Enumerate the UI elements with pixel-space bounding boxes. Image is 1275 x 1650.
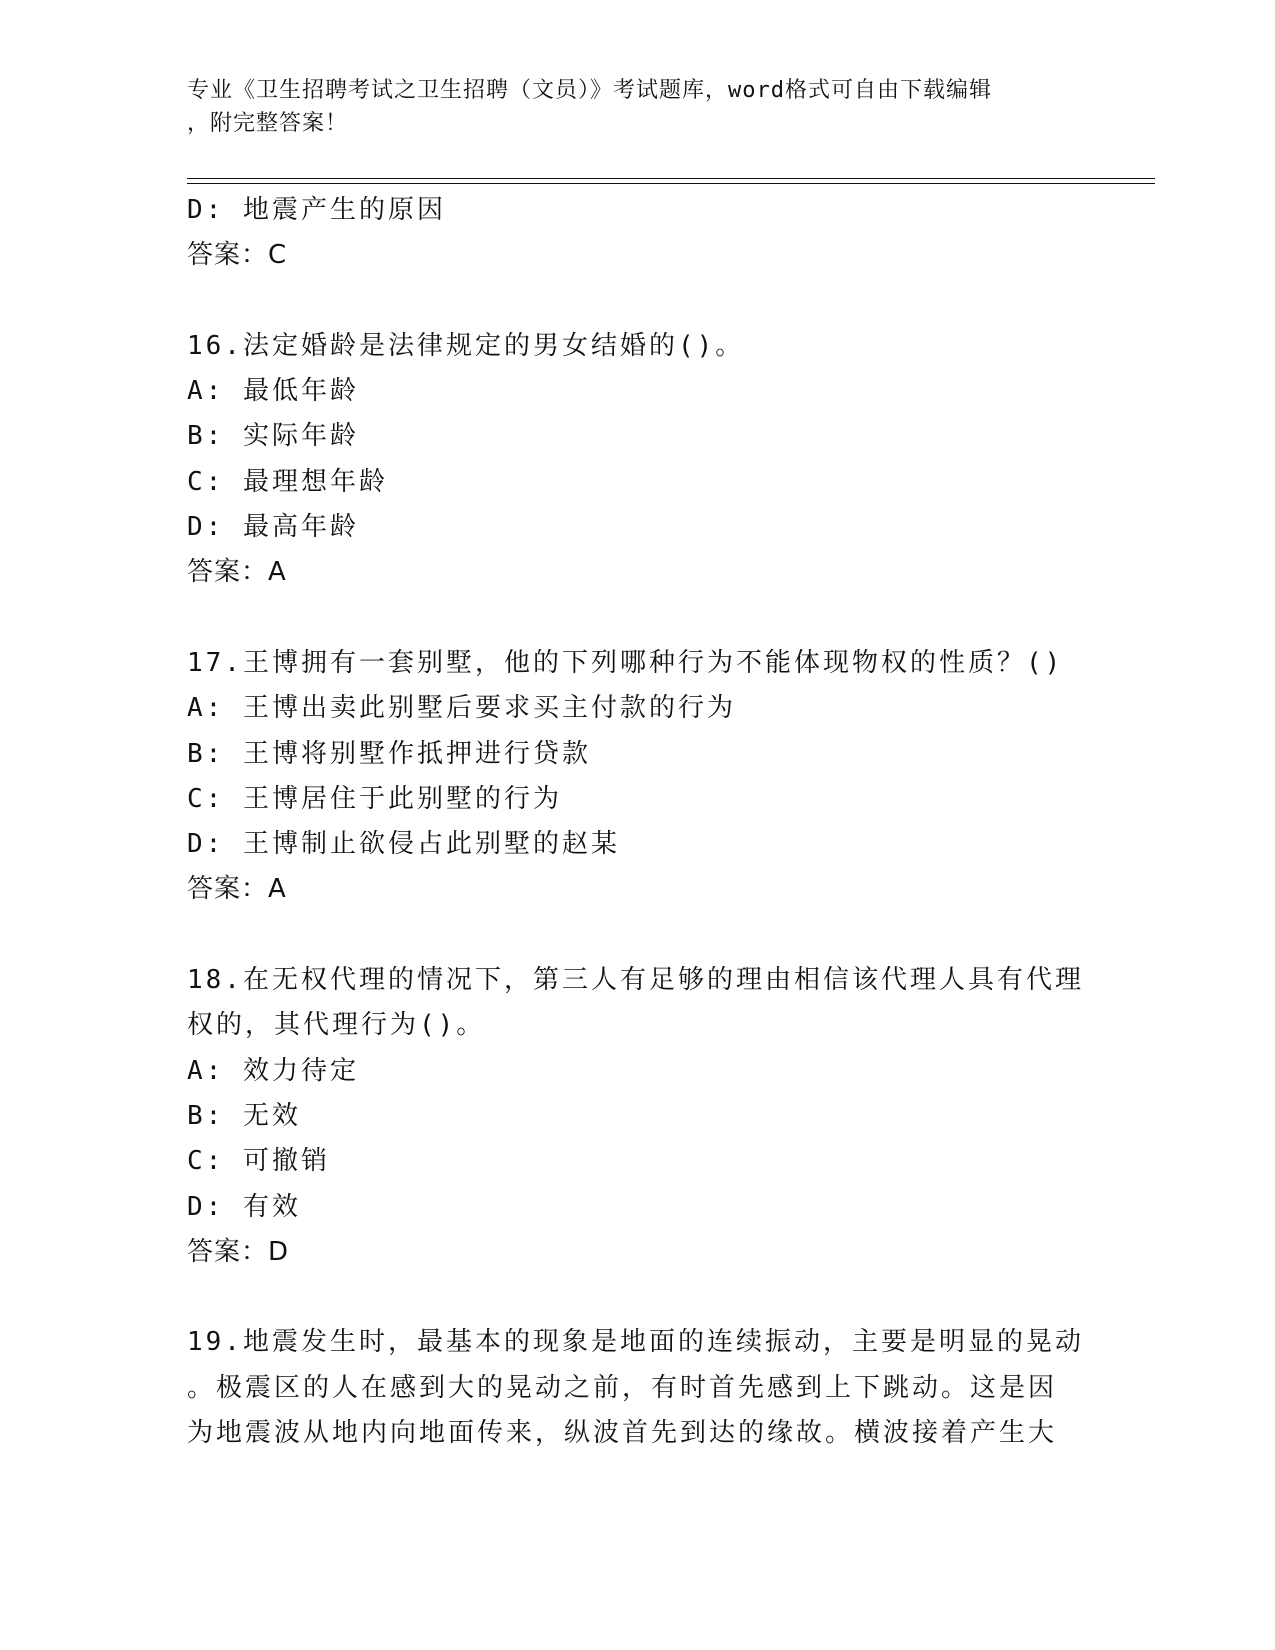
question-16-option-c: C: 最理想年龄 (187, 466, 388, 497)
question-18-option-d: D: 有效 (187, 1191, 301, 1222)
question-19-text-line-1: 19.地震发生时，最基本的现象是地面的连续振动，主要是明显的晃动 (187, 1327, 1084, 1358)
header-divider-top (187, 178, 1155, 179)
header-line-1: 专业《卫生招聘考试之卫生招聘（文员）》考试题库，word格式可自由下载编辑 (187, 78, 992, 103)
question-16-answer: 答案：A (187, 557, 287, 588)
question-19-text-line-3: 为地震波从地内向地面传来，纵波首先到达的缘故。横波接着产生大 (187, 1418, 1058, 1449)
question-17-text: 17.王博拥有一套别墅，他的下列哪种行为不能体现物权的性质？() (187, 647, 1064, 678)
question-16-option-b: B: 实际年龄 (187, 421, 359, 452)
question-17-answer: 答案：A (187, 874, 287, 905)
question-16-option-a: A: 最低年龄 (187, 376, 359, 407)
question-18-text-line-1: 18.在无权代理的情况下，第三人有足够的理由相信该代理人具有代理 (187, 965, 1084, 996)
spacer (187, 913, 1087, 958)
question-17-option-b: B: 王博将别墅作抵押进行贷款 (187, 738, 591, 769)
question-18-option-a: A: 效力待定 (187, 1055, 359, 1086)
header-line-2: ，附完整答案！ (187, 111, 349, 136)
spacer (187, 1275, 1087, 1320)
question-16-text: 16.法定婚龄是法律规定的男女结婚的()。 (187, 330, 745, 361)
question-18-text-line-2: 权的，其代理行为()。 (187, 1010, 486, 1041)
question-18-option-c: C: 可撤销 (187, 1146, 330, 1177)
question-17-option-d: D: 王博制止欲侵占此别墅的赵某 (187, 829, 620, 860)
question-19-text-line-2: 。极震区的人在感到大的晃动之前，有时首先感到上下跳动。这是因 (187, 1372, 1058, 1403)
prev-answer: 答案：C (187, 240, 288, 271)
question-16-option-d: D: 最高年龄 (187, 512, 359, 543)
question-18-option-b: B: 无效 (187, 1100, 301, 1131)
spacer (187, 279, 1087, 324)
question-17-option-a: A: 王博出卖此别墅后要求买主付款的行为 (187, 693, 736, 724)
spacer (187, 596, 1087, 641)
header-divider-bottom (187, 183, 1155, 184)
prev-option-d: D: 地震产生的原因 (187, 195, 446, 225)
question-17-option-c: C: 王博居住于此别墅的行为 (187, 783, 562, 814)
document-header (187, 74, 1067, 140)
question-content (187, 188, 1087, 1456)
question-18-answer: 答案：D (187, 1236, 290, 1267)
